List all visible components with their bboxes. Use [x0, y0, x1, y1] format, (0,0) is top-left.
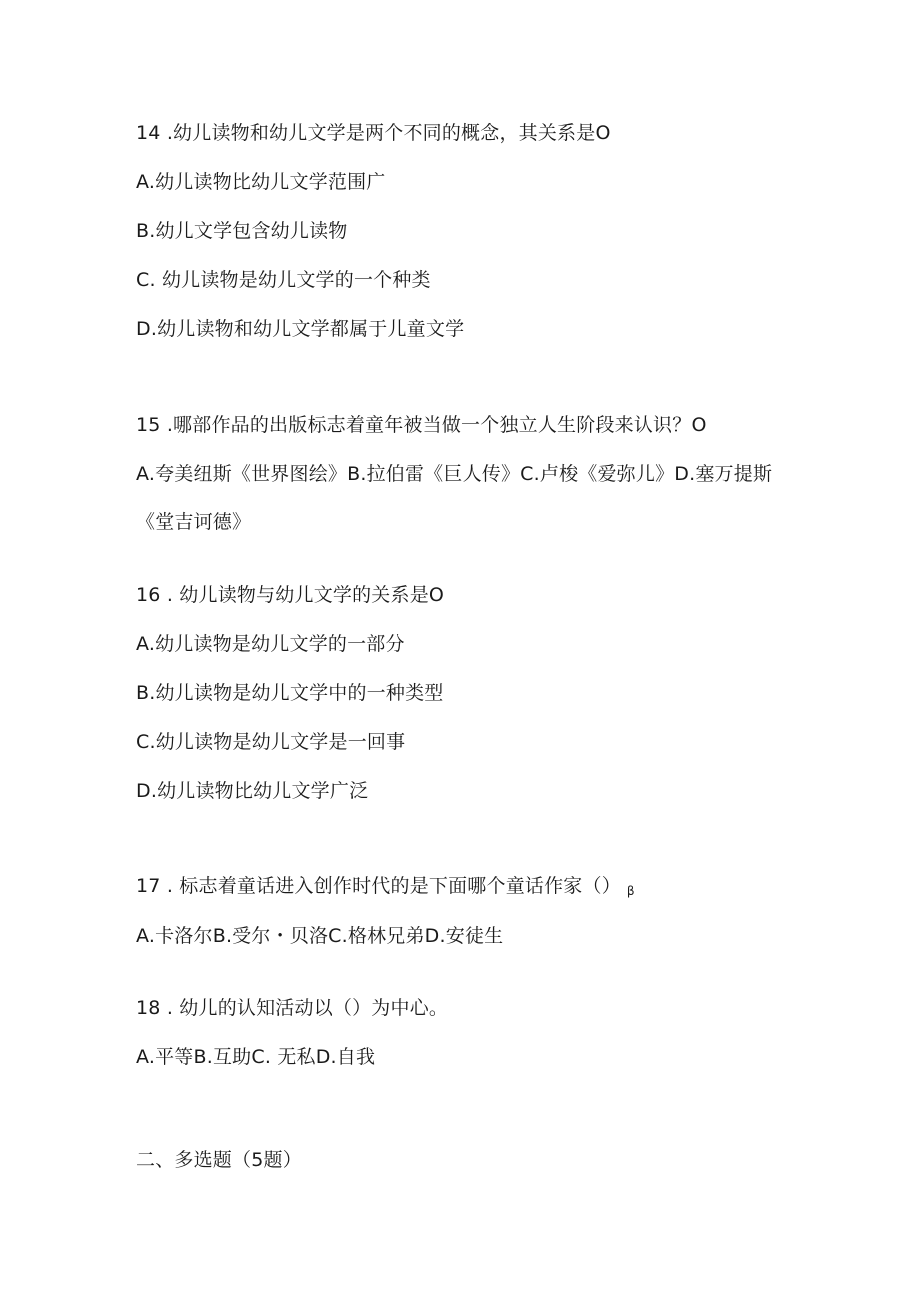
section-heading: 二、多选题（5题） — [136, 1149, 302, 1171]
question-14-option-c: C. 幼儿读物是幼儿文学的一个种类 — [136, 269, 431, 291]
question-15-options-line2: 《堂吉诃德》 — [136, 511, 252, 533]
question-16-option-b: B.幼儿读物是幼儿文学中的一种类型 — [136, 682, 444, 704]
question-14-option-b: B.幼儿文学包含幼儿读物 — [136, 220, 348, 242]
question-17-mark: β — [626, 884, 635, 898]
question-14-option-a: A.幼儿读物比幼儿文学范围广 — [136, 171, 386, 193]
question-15-options-line1: A.夸美纽斯《世界图绘》B.拉伯雷《巨人传》C.卢梭《爱弥儿》D.塞万提斯 — [136, 463, 773, 485]
question-17-options: A.卡洛尔B.受尔・贝洛C.格林兄弟D.安徒生 — [136, 925, 504, 947]
question-16-option-c: C.幼儿读物是幼儿文学是一回事 — [136, 731, 406, 753]
question-14-option-d: D.幼儿读物和幼儿文学都属于儿童文学 — [136, 318, 465, 340]
question-16-option-d: D.幼儿读物比幼儿文学广泛 — [136, 780, 369, 802]
question-16-option-a: A.幼儿读物是幼儿文学的一部分 — [136, 633, 405, 655]
question-16-stem: 16 . 幼儿读物与幼儿文学的关系是O — [136, 584, 445, 606]
question-14-stem: 14 .幼儿读物和幼儿文学是两个不同的概念，其关系是O — [136, 122, 611, 144]
question-18-options: A.平等B.互助C. 无私D.自我 — [136, 1046, 376, 1068]
question-17-stem-row — [136, 874, 635, 903]
question-15-stem: 15 .哪部作品的出版标志着童年被当做一个独立人生阶段来认识？O — [136, 414, 707, 436]
question-17-stem: 17 . 标志着童话进入创作时代的是下面哪个童话作家（） — [136, 875, 621, 897]
question-18-stem: 18 . 幼儿的认知活动以（）为中心。 — [136, 997, 449, 1019]
